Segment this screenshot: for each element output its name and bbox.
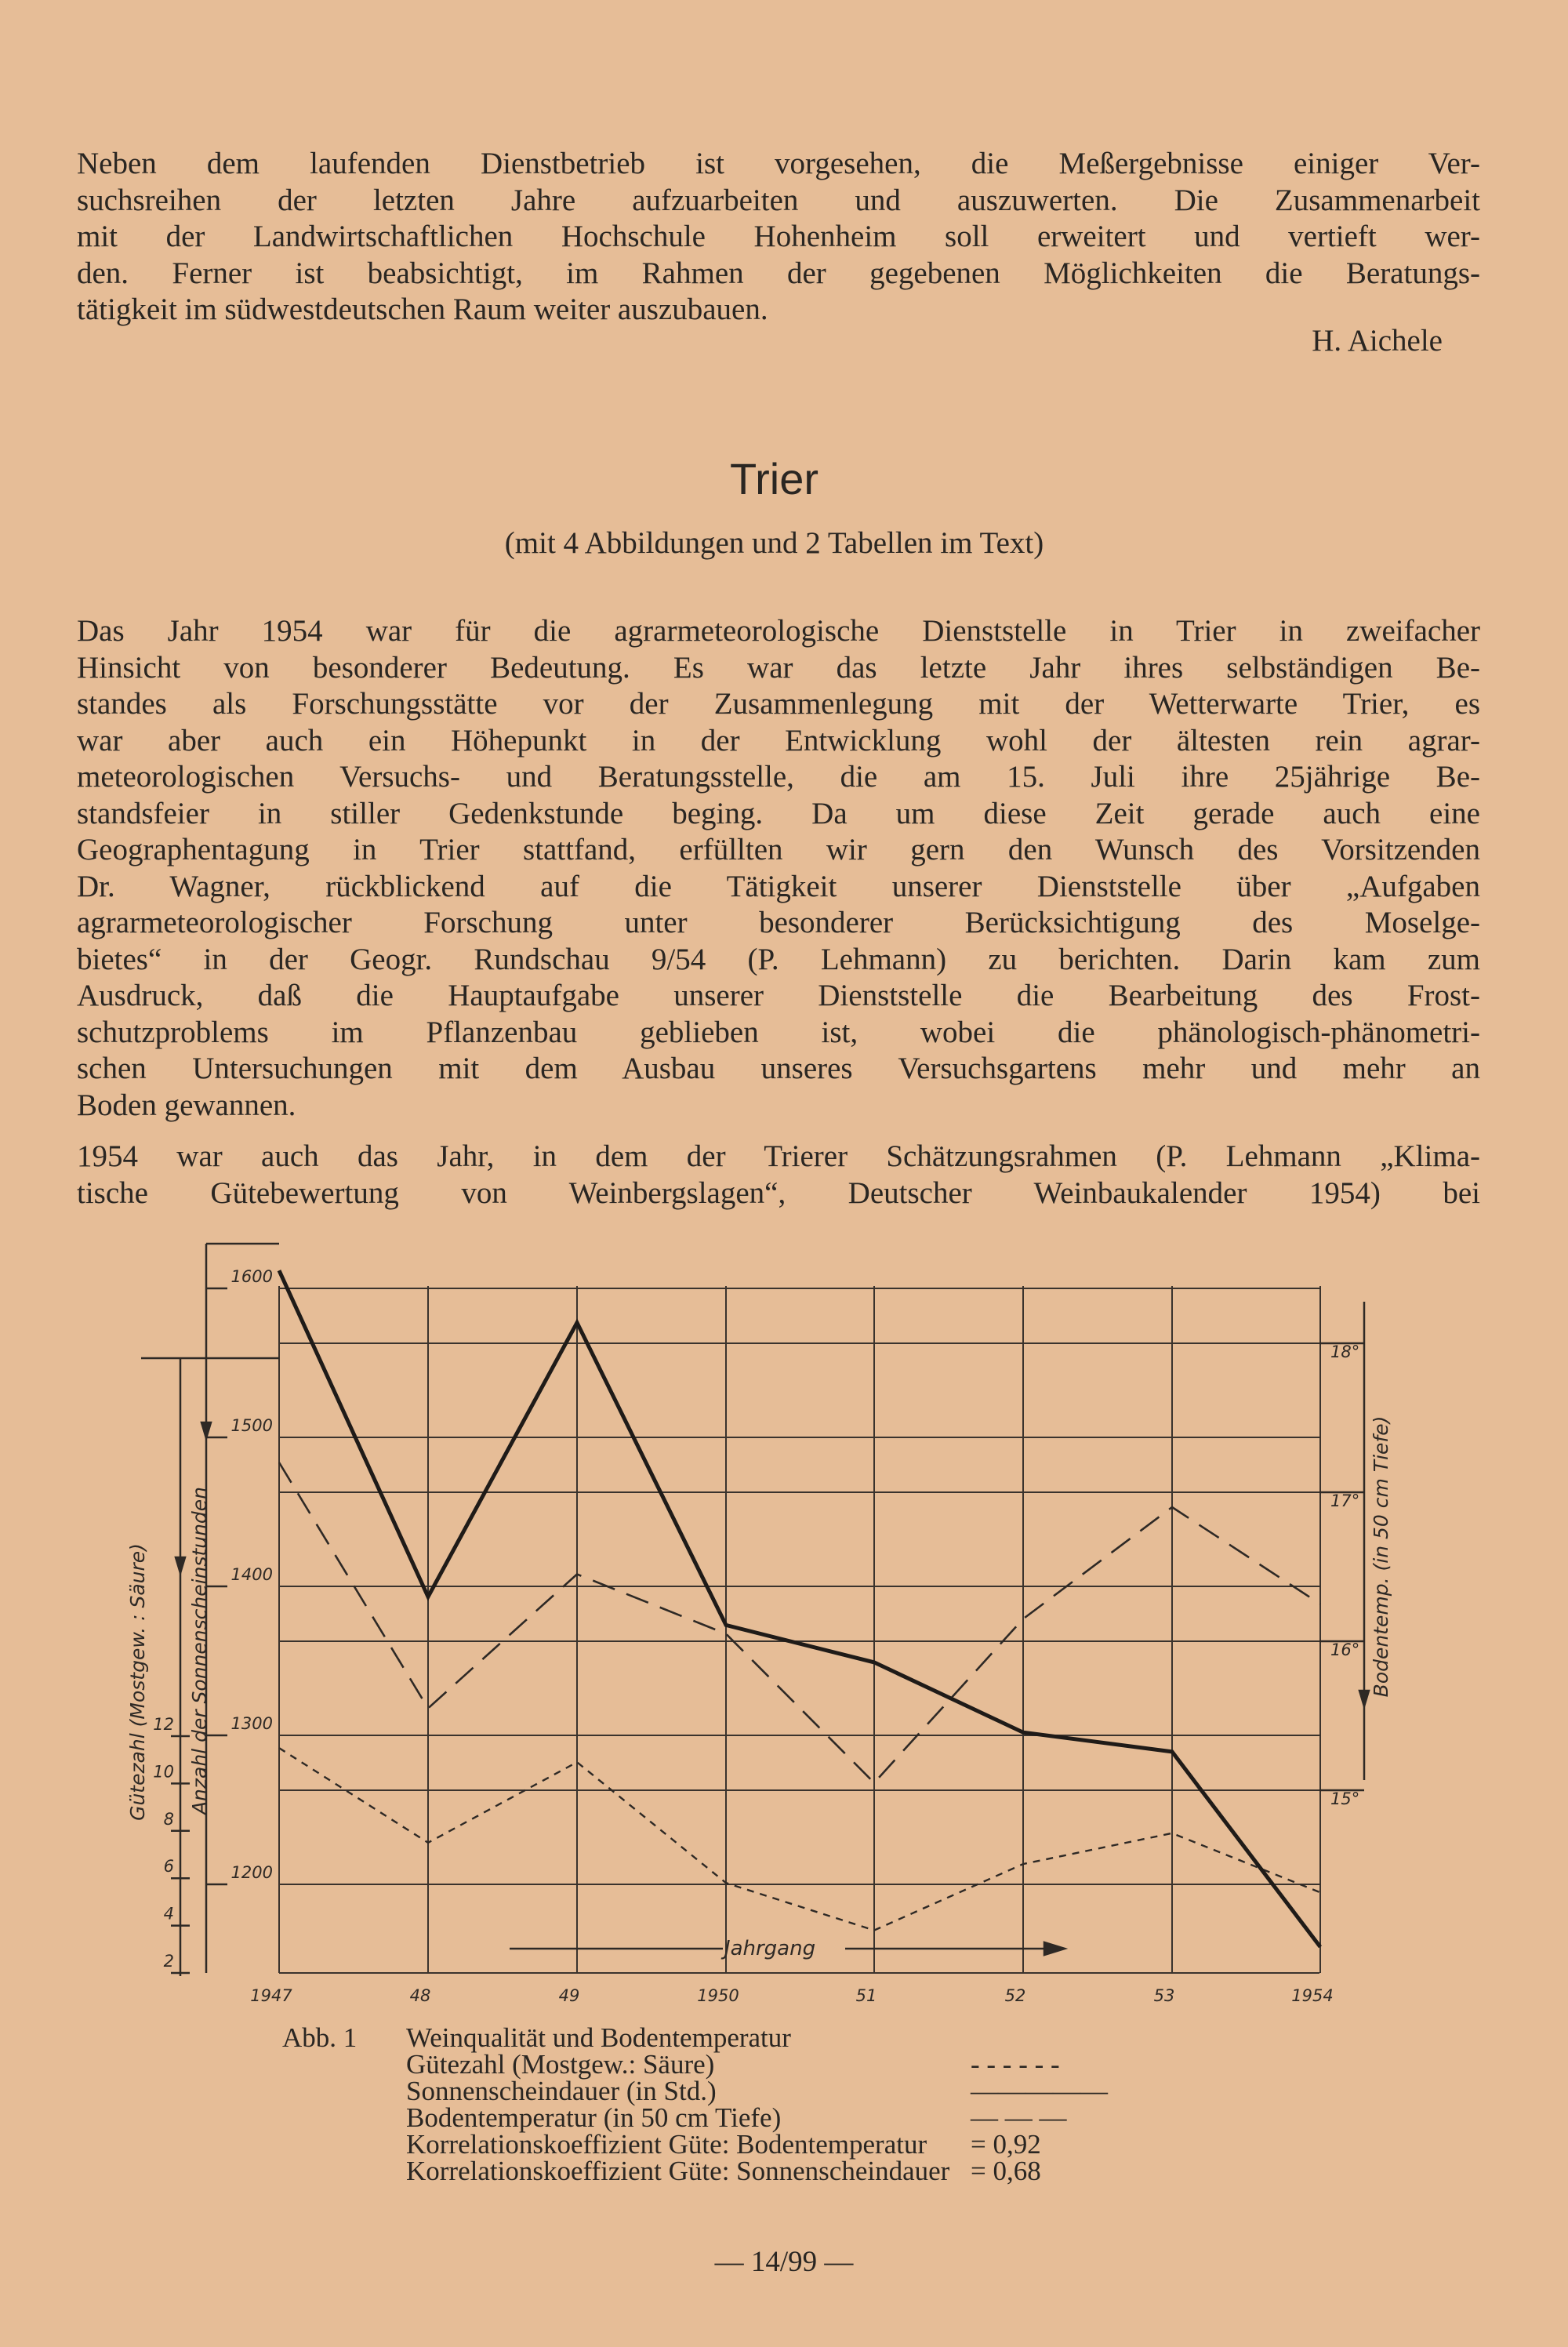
legend-text: Gütezahl (Mostgew.: Säure) — [406, 2049, 715, 2080]
page-number: — 14/99 — — [714, 2246, 854, 2278]
legend-row — [282, 2078, 1151, 2105]
body-paragraph-1 — [77, 613, 1480, 1124]
text-line: Hinsicht von besonderer Bedeutung. Es war das letzte Jahr ihres selbständigen Be- — [77, 650, 1480, 685]
caption-label: Abb. 1 — [282, 2022, 358, 2053]
text-line: 1954 war auch das Jahr, in dem der Trierer Schätzungsrahmen (P. Lehmann „Klima- — [77, 1139, 1480, 1173]
tick-label-guetezahl: 8 — [163, 1809, 174, 1829]
text-line: tätigkeit im südwestdeutschen Raum weiter auszubauen. — [77, 292, 768, 326]
tick-label-guetezahl: 2 — [163, 1952, 174, 1971]
tick-label-guetezahl: 6 — [163, 1857, 174, 1877]
chart-series — [279, 1270, 1321, 1948]
correlation-value: = 0,68 — [971, 2156, 1041, 2186]
tick-label-x: 52 — [1004, 1986, 1026, 2005]
legend-row — [282, 2051, 1151, 2078]
legend-key: ————— — [971, 2076, 1108, 2106]
text-line: Geographentagung in Trier stattfand, erfüllten wir gern den Wunsch des Vorsitzenden — [77, 833, 1480, 867]
correlation-row — [282, 2158, 1151, 2185]
tick-label-x: 1954 — [1291, 1986, 1334, 2005]
tick-label-guetezahl: 12 — [153, 1715, 174, 1734]
text-line: suchsreihen der letzten Jahre aufzuarbeiten und auszuwerten. Die Zusammenarbeit — [77, 183, 1480, 217]
series-line-sonnenschein — [279, 1270, 1320, 1947]
axis-arrow — [1359, 1691, 1369, 1706]
tick-label-x: 51 — [855, 1986, 877, 2005]
text-line: Ausdruck, daß die Hauptaufgabe unserer Dienststelle die Bearbeitung des Frost- — [77, 979, 1480, 1012]
text-line: schutzproblems im Pflanzenbau geblieben ist, wobei die phänologisch-phänometri- — [77, 1015, 1480, 1049]
tick-label-bodentemp: 17° — [1330, 1491, 1360, 1510]
text-line: standes als Forschungsstätte vor der Zusammenlegung mit der Wetterwarte Trier, es — [77, 687, 1480, 721]
text-line: den. Ferner ist beabsichtigt, im Rahmen der gegebenen Möglichkeiten die Beratungs- — [77, 256, 1480, 290]
tick-label-bodentemp: 15° — [1330, 1789, 1360, 1808]
text-line: schen Untersuchungen mit dem Ausbau unseres Versuchsgartens mehr und mehr an — [77, 1052, 1480, 1085]
top-paragraph — [77, 146, 1480, 329]
correlation-row — [282, 2131, 1151, 2158]
figure-caption — [282, 2022, 1151, 2186]
tick-label-sonnenschein: 1400 — [230, 1565, 273, 1584]
series-line-guetezahl — [279, 1748, 1320, 1931]
text-line: bietes“ in der Geogr. Rundschau 9/54 (P. Lehmann) zu berichten. Darin kam zum — [77, 942, 1480, 976]
section-title: Trier — [729, 454, 818, 503]
y-axis-label-sonnenschein: Anzahl der Sonnenscheinstunden — [188, 1486, 211, 1815]
chart-axes — [141, 1244, 1369, 1976]
tick-label-x: 1950 — [697, 1986, 739, 2005]
jahrgang-arrow — [1044, 1942, 1065, 1955]
text-line: Boden gewannen. — [77, 1088, 296, 1122]
text-line: mit der Landwirtschaftlichen Hochschule Hohenheim soll erweitert und vertieft wer- — [77, 220, 1480, 253]
axis-arrow — [176, 1557, 185, 1573]
section-subtitle: (mit 4 Abbildungen und 2 Tabellen im Text) — [504, 526, 1044, 560]
tick-label-sonnenschein: 1500 — [230, 1416, 273, 1435]
legend-text: Sonnenscheindauer (in Std.) — [406, 2076, 717, 2106]
x-axis-label: Jahrgang — [724, 1937, 816, 1960]
text-line: Neben dem laufenden Dienstbetrieb ist vorgesehen, die Meßergebnisse einiger Ver- — [77, 147, 1480, 180]
tick-label-bodentemp: 16° — [1330, 1640, 1360, 1659]
author-signature: H. Aichele — [1312, 324, 1443, 358]
text-line: Das Jahr 1954 war für die agrarmeteorologische Dienststelle in Trier in zweifacher — [77, 614, 1480, 648]
figure-chart — [0, 1223, 1568, 2015]
text-line: war aber auch ein Höhepunkt in der Entwicklung wohl der ältesten rein agrar- — [77, 723, 1480, 758]
correlation-text: Korrelationskoeffizient Güte: Bodentemperatur — [406, 2129, 927, 2160]
tick-label-guetezahl: 10 — [153, 1762, 174, 1782]
legend-text: Bodentemperatur (in 50 cm Tiefe) — [406, 2102, 782, 2133]
correlation-value: = 0,92 — [971, 2129, 1041, 2160]
tick-label-x: 48 — [409, 1986, 431, 2005]
chart-grid — [279, 1286, 1320, 1973]
tick-label-sonnenschein: 1300 — [230, 1714, 273, 1733]
legend-row — [282, 2102, 1151, 2133]
tick-label-guetezahl: 4 — [163, 1904, 174, 1924]
legend-key: — — — — [971, 2102, 1067, 2133]
text-line: Dr. Wagner, rückblickend auf die Tätigkeit unserer Dienststelle über „Aufgaben — [77, 869, 1480, 903]
tick-label-bodentemp: 18° — [1330, 1342, 1360, 1361]
legend-key: - - - - - - — [971, 2049, 1060, 2080]
y-axis-label-guetezahl: Gütezahl (Mostgew. : Säure) — [126, 1543, 149, 1821]
tick-label-x: 49 — [558, 1986, 580, 2005]
axis-arrow — [201, 1422, 211, 1438]
text-line: standsfeier in stiller Gedenkstunde beging. Da um diese Zeit gerade auch eine — [77, 796, 1480, 830]
tick-label-sonnenschein: 1200 — [230, 1863, 273, 1882]
text-line: tische Gütebewertung von Weinbergslagen“, Deutscher Weinbaukalender 1954) bei — [77, 1175, 1480, 1210]
text-line: meteorologischen Versuchs- und Beratungsstelle, die am 15. Juli ihre 25jährige Be- — [77, 760, 1480, 794]
y-axis-label-bodentemp: Bodentemp. (in 50 cm Tiefe) — [1370, 1415, 1392, 1698]
text-line: agrarmeteorologischer Forschung unter besonderer Berücksichtigung des Moselge- — [77, 906, 1480, 939]
tick-label-x: 53 — [1153, 1986, 1175, 2005]
tick-label-x: 1947 — [250, 1986, 292, 2005]
body-paragraph-2 — [77, 1139, 1480, 1212]
tick-label-sonnenschein: 1600 — [230, 1267, 273, 1286]
correlation-text: Korrelationskoeffizient Güte: Sonnenscheindauer — [406, 2156, 950, 2186]
chart-tick-labels — [153, 1267, 1359, 2005]
caption-title: Weinqualität und Bodentemperatur — [406, 2022, 791, 2053]
